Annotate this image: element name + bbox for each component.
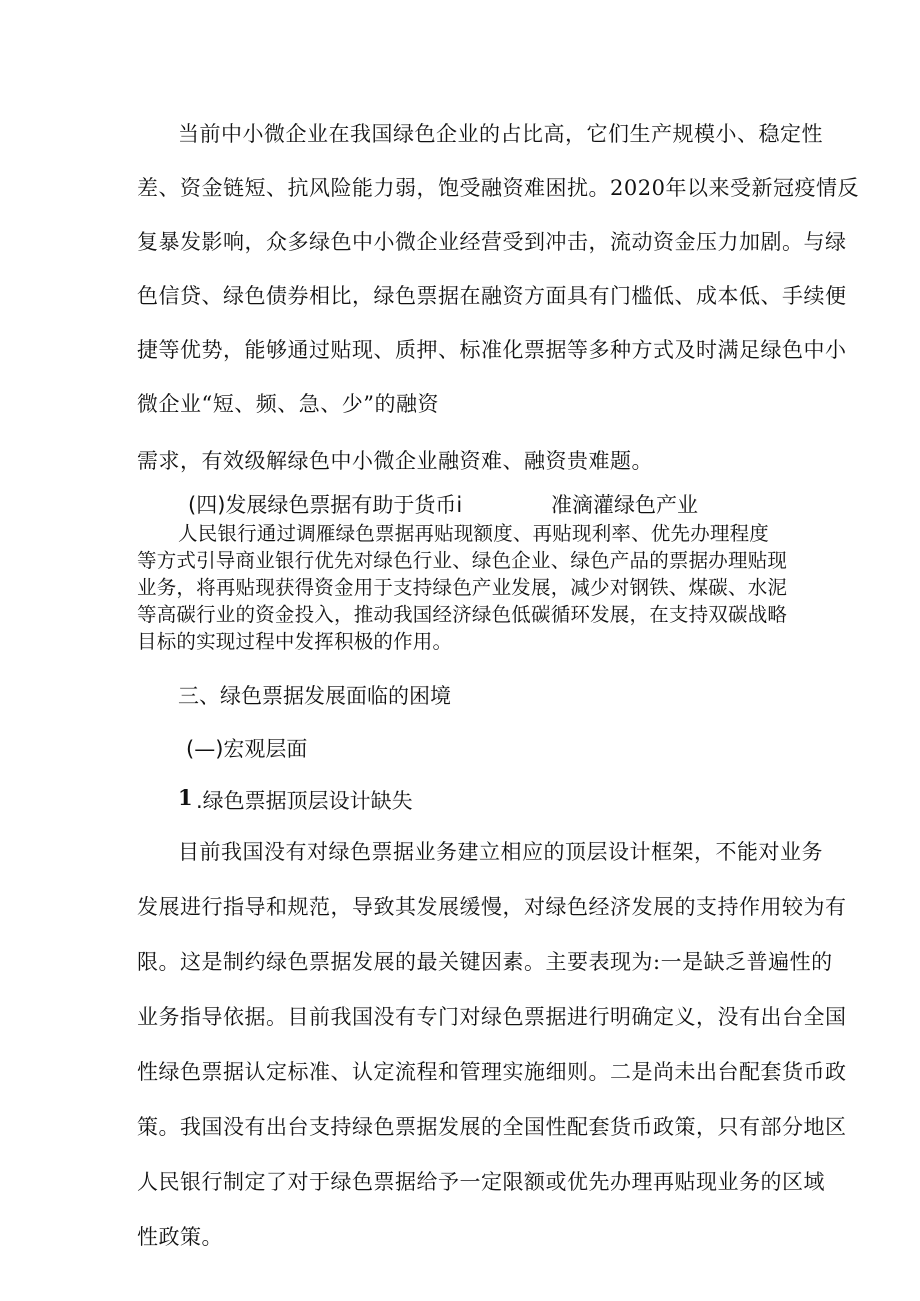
paragraph-line: 限。这是制约绿色票据发展的最关键因素。主要表现为:一是缺乏普遍性的 — [137, 950, 833, 974]
subsection-title: (—)宏观层面 — [186, 737, 308, 761]
item-number: 1 — [178, 785, 193, 810]
paragraph-continuation: 需求，有效级解绿色中小微企业融资难、融资贵难题。 — [137, 449, 653, 473]
paragraph-line: 目前我国没有对绿色票据业务建立相应的顶层设计框架，不能对业务 — [178, 840, 823, 864]
paragraph-line: 捷等优势，能够通过贴现、质押、标准化票据等多种方式及时满足绿色中小 — [137, 338, 847, 362]
paragraph-line: 性绿色票据认定标准、认定流程和管理实施细则。二是尚未出台配套货币政 — [137, 1060, 847, 1084]
paragraph-line: 当前中小微企业在我国绿色企业的占比高，它们生产规模小、稳定性 — [178, 122, 823, 146]
paragraph-line: 微企业“短、频、急、少”的融资 — [137, 392, 439, 416]
paragraph-line: 差、资金链短、抗风险能力弱，饱受融资难困扰。2020年以来受新冠疫情反 — [137, 176, 859, 200]
paragraph-line: 业务，将再贴现获得资金用于支持绿色产业发展，减少对钢铁、煤碳、水泥 — [137, 576, 788, 599]
paragraph-line: 复暴发影响，众多绿色中小微企业经营受到冲击，流动资金压力加剧。与绿 — [137, 230, 847, 254]
heading-part-2: 准滴灌绿色产业 — [551, 493, 698, 517]
paragraph-line: 人民银行制定了对于绿色票据给予一定限额或优先办理再贴现业务的区域 — [137, 1170, 825, 1194]
paragraph-line: 色信贷、绿色债券相比，绿色票据在融资方面具有门槛低、成本低、手续便 — [137, 284, 847, 308]
paragraph-line: 目标的实现过程中发挥积极的作用。 — [137, 630, 453, 653]
paragraph-line: 等方式引导商业银行优先对绿色行业、绿色企业、绿色产品的票据办理贴现 — [137, 549, 788, 572]
item-title: .绿色票据顶层设计缺失 — [196, 789, 413, 813]
paragraph-line: 人民银行通过调雁绿色票据再贴现额度、再贴现利率、优先办理程度 — [178, 522, 770, 545]
heading-part-1: (四)发展绿色票据有助于货币i — [188, 493, 463, 517]
paragraph-line: 等高碳行业的资金投入，推动我国经济绿色低碳循环发展，在支持双碳战略 — [137, 603, 788, 626]
paragraph-line: 发展进行指导和规范，导致其发展缓慢，对绿色经济发展的支持作用较为有 — [137, 895, 847, 919]
paragraph-line: 业务指导依据。目前我国没有专门对绿色票据进行明确定义，没有出台全国 — [137, 1005, 847, 1029]
section-title: 三、绿色票据发展面临的困境 — [178, 684, 451, 708]
paragraph-line: 策。我国没有出台支持绿色票据发展的全国性配套货币政策，只有部分地区 — [137, 1115, 847, 1139]
paragraph-line: 性政策。 — [137, 1225, 223, 1249]
